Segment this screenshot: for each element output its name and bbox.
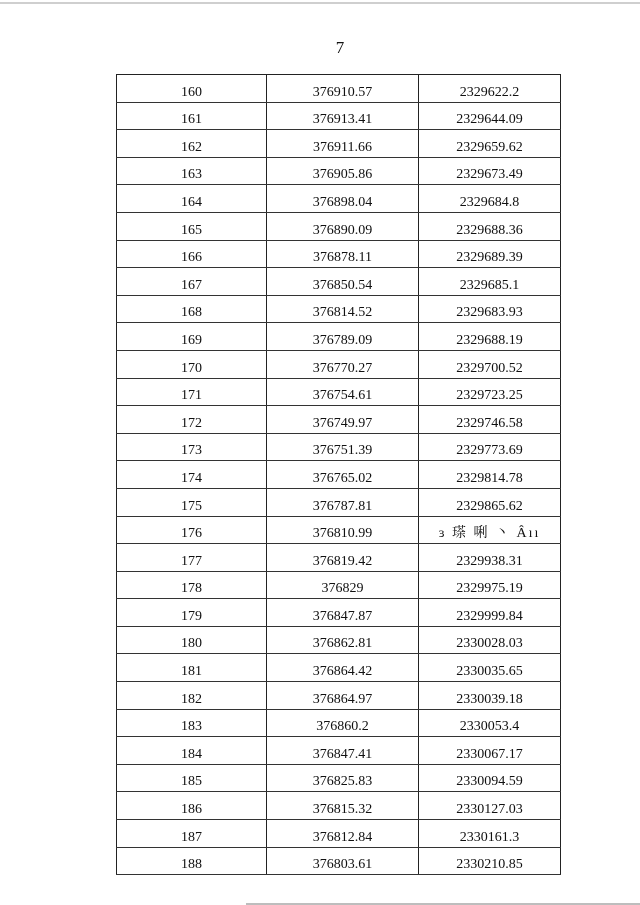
point-number-cell: 163 (117, 157, 267, 185)
y-coordinate-cell: ɜ 瑹 唎 丶 Âıı (419, 516, 561, 544)
y-coordinate-cell: 2329673.49 (419, 157, 561, 185)
table-row (117, 737, 561, 765)
x-coordinate-cell: 376819.42 (267, 544, 419, 572)
table-row (117, 792, 561, 820)
x-coordinate-cell: 376825.83 (267, 764, 419, 792)
x-coordinate-cell: 376911.66 (267, 130, 419, 158)
y-coordinate-cell: 2330039.18 (419, 682, 561, 710)
x-coordinate-cell: 376749.97 (267, 406, 419, 434)
point-number-cell: 162 (117, 130, 267, 158)
coordinate-table (116, 74, 561, 875)
table-row (117, 571, 561, 599)
point-number-cell: 164 (117, 185, 267, 213)
table-row (117, 682, 561, 710)
x-coordinate-cell: 376847.41 (267, 737, 419, 765)
table-row (117, 350, 561, 378)
x-coordinate-cell: 376810.99 (267, 516, 419, 544)
x-coordinate-cell: 376913.41 (267, 102, 419, 130)
x-coordinate-cell: 376814.52 (267, 295, 419, 323)
x-coordinate-cell: 376890.09 (267, 212, 419, 240)
y-coordinate-cell: 2329773.69 (419, 433, 561, 461)
table-row (117, 654, 561, 682)
x-coordinate-cell: 376751.39 (267, 433, 419, 461)
table-row (117, 323, 561, 351)
point-number-cell: 183 (117, 709, 267, 737)
point-number-cell: 171 (117, 378, 267, 406)
point-number-cell: 184 (117, 737, 267, 765)
table-row (117, 488, 561, 516)
table-row (117, 406, 561, 434)
y-coordinate-cell: 2329700.52 (419, 350, 561, 378)
y-coordinate-cell: 2330127.03 (419, 792, 561, 820)
table-row (117, 820, 561, 848)
y-coordinate-cell: 2330035.65 (419, 654, 561, 682)
y-coordinate-cell: 2330210.85 (419, 847, 561, 875)
point-number-cell: 175 (117, 488, 267, 516)
y-coordinate-cell: 2329975.19 (419, 571, 561, 599)
point-number-cell: 180 (117, 626, 267, 654)
x-coordinate-cell: 376850.54 (267, 268, 419, 296)
table-row (117, 847, 561, 875)
y-coordinate-cell: 2329659.62 (419, 130, 561, 158)
page-number: 7 (335, 38, 345, 57)
point-number-cell: 186 (117, 792, 267, 820)
point-number-cell: 182 (117, 682, 267, 710)
x-coordinate-cell: 376829 (267, 571, 419, 599)
y-coordinate-cell: 2330028.03 (419, 626, 561, 654)
x-coordinate-cell: 376862.81 (267, 626, 419, 654)
point-number-cell: 174 (117, 461, 267, 489)
x-coordinate-cell: 376864.97 (267, 682, 419, 710)
x-coordinate-cell: 376910.57 (267, 75, 419, 103)
y-coordinate-cell: 2329688.19 (419, 323, 561, 351)
x-coordinate-cell: 376815.32 (267, 792, 419, 820)
y-coordinate-cell: 2329685.1 (419, 268, 561, 296)
y-coordinate-cell: 2329683.93 (419, 295, 561, 323)
x-coordinate-cell: 376770.27 (267, 350, 419, 378)
y-coordinate-cell: 2330161.3 (419, 820, 561, 848)
point-number-cell: 165 (117, 212, 267, 240)
point-number-cell: 187 (117, 820, 267, 848)
y-coordinate-cell: 2329689.39 (419, 240, 561, 268)
point-number-cell: 179 (117, 599, 267, 627)
table-row (117, 626, 561, 654)
y-coordinate-cell: 2330094.59 (419, 764, 561, 792)
table-row (117, 130, 561, 158)
table-row (117, 268, 561, 296)
table-row (117, 764, 561, 792)
y-coordinate-cell: 2329999.84 (419, 599, 561, 627)
point-number-cell: 173 (117, 433, 267, 461)
x-coordinate-cell: 376905.86 (267, 157, 419, 185)
x-coordinate-cell: 376878.11 (267, 240, 419, 268)
point-number-cell: 168 (117, 295, 267, 323)
x-coordinate-cell: 376812.84 (267, 820, 419, 848)
point-number-cell: 181 (117, 654, 267, 682)
x-coordinate-cell: 376787.81 (267, 488, 419, 516)
x-coordinate-cell: 376789.09 (267, 323, 419, 351)
table-row (117, 433, 561, 461)
point-number-cell: 176 (117, 516, 267, 544)
table-row (117, 544, 561, 572)
table-row (117, 75, 561, 103)
y-coordinate-cell: 2329644.09 (419, 102, 561, 130)
table-row (117, 709, 561, 737)
point-number-cell: 172 (117, 406, 267, 434)
point-number-cell: 166 (117, 240, 267, 268)
point-number-cell: 167 (117, 268, 267, 296)
table-row (117, 599, 561, 627)
table-row (117, 240, 561, 268)
point-number-cell: 178 (117, 571, 267, 599)
top-edge-rule (0, 2, 640, 4)
x-coordinate-cell: 376898.04 (267, 185, 419, 213)
x-coordinate-cell: 376860.2 (267, 709, 419, 737)
y-coordinate-cell: 2330053.4 (419, 709, 561, 737)
y-coordinate-cell: 2329684.8 (419, 185, 561, 213)
point-number-cell: 185 (117, 764, 267, 792)
y-coordinate-cell: 2329746.58 (419, 406, 561, 434)
point-number-cell: 169 (117, 323, 267, 351)
y-coordinate-cell: 2329814.78 (419, 461, 561, 489)
point-number-cell: 188 (117, 847, 267, 875)
point-number-cell: 177 (117, 544, 267, 572)
table-row (117, 295, 561, 323)
x-coordinate-cell: 376847.87 (267, 599, 419, 627)
table-row (117, 461, 561, 489)
table-row (117, 102, 561, 130)
table-row (117, 516, 561, 544)
y-coordinate-cell: 2329723.25 (419, 378, 561, 406)
point-number-cell: 170 (117, 350, 267, 378)
table-row (117, 378, 561, 406)
x-coordinate-cell: 376754.61 (267, 378, 419, 406)
y-coordinate-cell: 2329865.62 (419, 488, 561, 516)
point-number-cell: 160 (117, 75, 267, 103)
y-coordinate-cell: 2329688.36 (419, 212, 561, 240)
coordinate-table-body (117, 75, 561, 875)
x-coordinate-cell: 376803.61 (267, 847, 419, 875)
y-coordinate-cell: 2329938.31 (419, 544, 561, 572)
table-row (117, 185, 561, 213)
y-coordinate-cell: 2329622.2 (419, 75, 561, 103)
point-number-cell: 161 (117, 102, 267, 130)
x-coordinate-cell: 376765.02 (267, 461, 419, 489)
y-coordinate-cell: 2330067.17 (419, 737, 561, 765)
table-row (117, 157, 561, 185)
table-row (117, 212, 561, 240)
x-coordinate-cell: 376864.42 (267, 654, 419, 682)
